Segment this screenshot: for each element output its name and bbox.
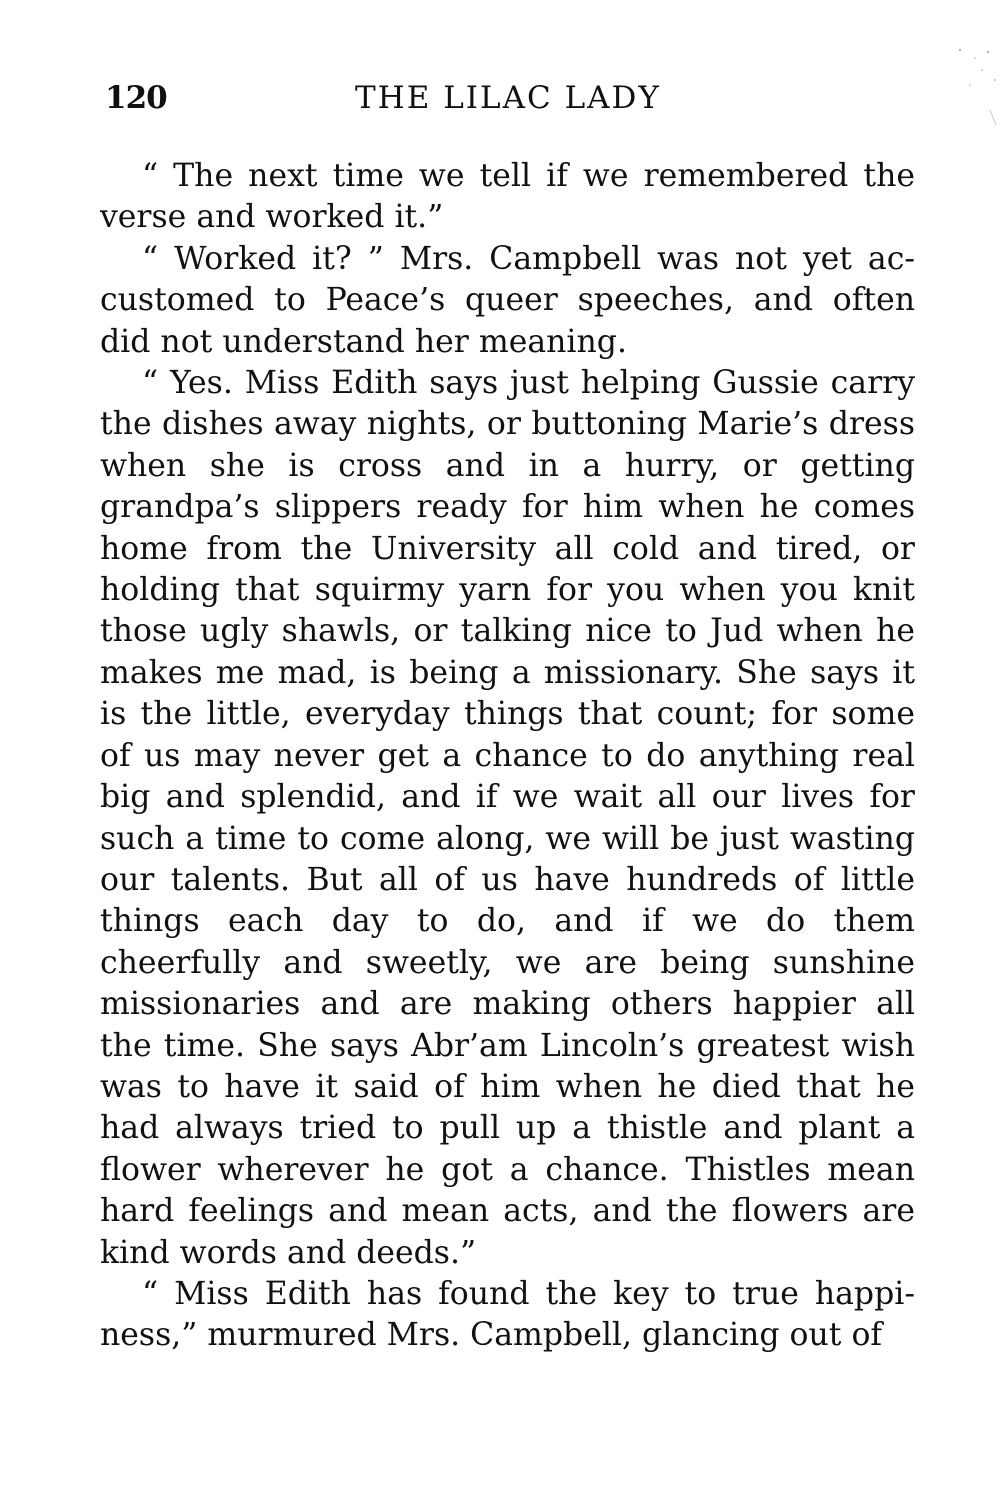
page-number: 120 [105, 80, 167, 116]
scan-specks [940, 40, 1000, 130]
body-text [100, 156, 915, 1357]
paragraph-1: “ The next time we tell if we remembered the verse and worked it.” [100, 158, 915, 236]
paragraph-2: “ Worked it? ” Mrs. Campbell was not yet accustomed to Peace’s queer speeches, and often did not understand her meaning. [100, 240, 915, 360]
running-title: THE LILAC LADY [355, 80, 661, 116]
paragraph-3: “ Yes. Miss Edith says just helping Gussie carry the dishes away nights, or buttoning Marie’s dress when she is cross and in a hurry, or getting grandpa’s slippers ready for him when he comes home from the University all cold and tired, or holding that squirmy yarn for you when you knit those ugly shawls, or talking nice to Jud when he makes me mad, is being a missionary. She says it is the little, everyday things that count; for some of us may never get a chance to do anything real big and splendid, and if we wait all our lives for such a time to come along, we will be just wasting our talents. But all of us have hundreds of little things each day to do, and if we do them cheerfully and sweetly, we are being sunshine missionaries and are making others happier all the time. She says Abr’am Lincoln’s greatest wish was to have it said of him when he died that he had always tried to pull up a thistle and plant a flower wherever he got a chance. Thistles mean hard feelings and mean acts, and the flowers are kind words and deeds.” [100, 365, 915, 1271]
page-header [105, 80, 915, 124]
paragraph-4: “ Miss Edith has found the key to true happiness,” murmured Mrs. Campbell, glancing out of [100, 1275, 915, 1354]
